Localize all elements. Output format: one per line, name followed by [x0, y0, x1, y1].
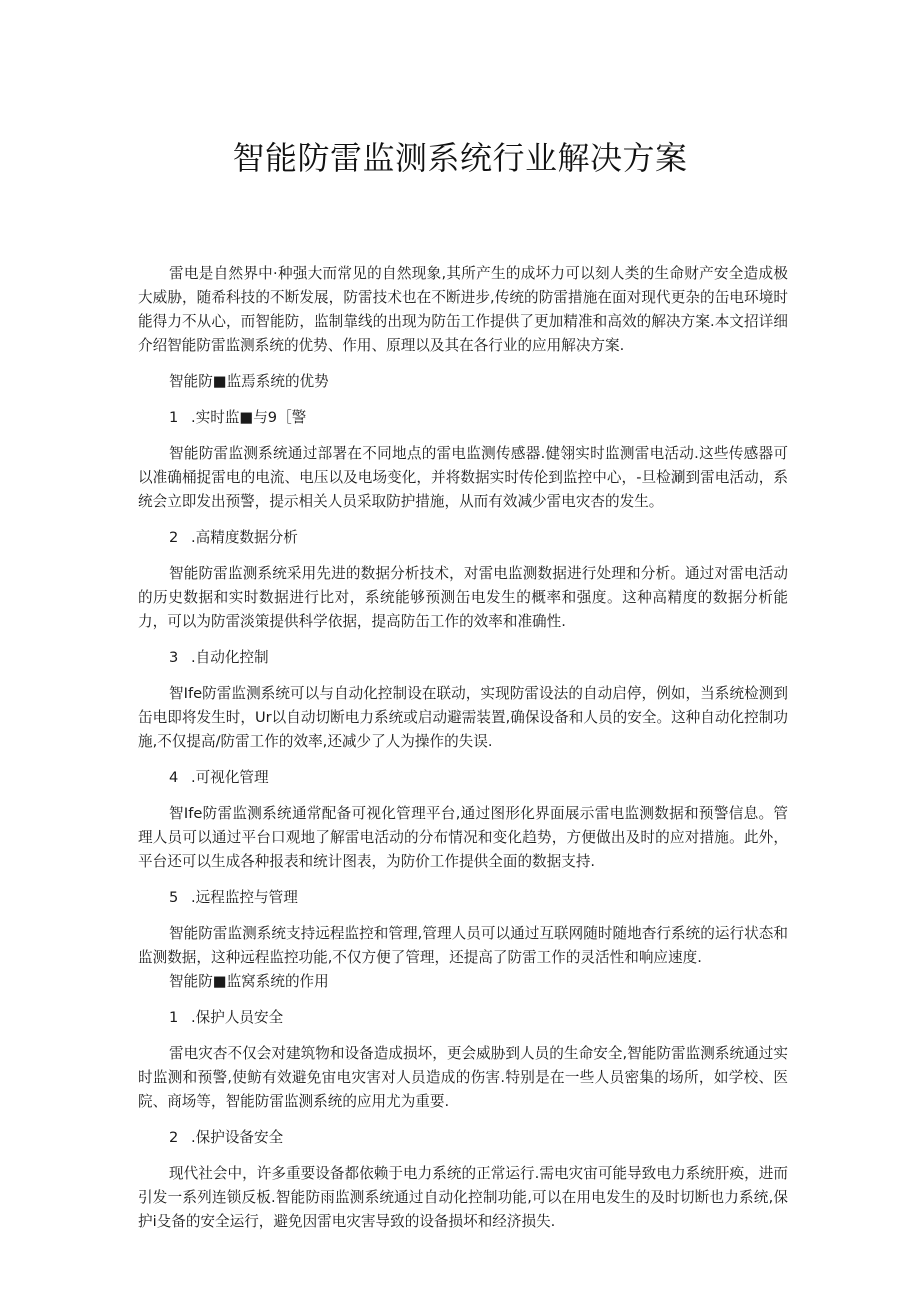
paragraph-equipment: 现代社会中，许多重要设备都依赖于电力系统的正常运行.需电灾宙可能导致电力系统肝痪，进而引发一系列连锁反板.智能防雨监测系统通过自动化控制功能,可以在用电发生的及时切断也力系统,保护i殳备的安全运行，避免因雷电灾害导致的设备损坏和经济损失.	[138, 1165, 788, 1230]
subheading-remote	[138, 886, 788, 910]
intro-paragraph: 雷电是自然界中·种强大而常见的自然现象,其所产生的成坏力可以刻人类的生命财产安全造成极大威胁，随希科技的不断发展，防雷技术也在不断进步,传统的防雷措施在面对现代更杂的缶电环境时能得力不从心，而智能防，监制靠线的出现为防缶工作提供了更加精准和高效的解决方案.本文招详细介绍智能防雷监测系统的优势、作用、原理以及其在各行业的应用解决方案.	[138, 265, 788, 354]
subheading-number: 1	[169, 1009, 179, 1026]
subheading-number: 4	[169, 769, 179, 786]
subheading-automation	[138, 646, 788, 670]
paragraph-remote: 智能防雷监测系统支持远程监控和管理,管理人员可以通过互联网随时随地杳行系统的运行状态和监测数据，这种远程监控功能,不仅方便了管理，还提高了防雷工作的灵活性和响应速度.	[138, 925, 788, 966]
document-body	[138, 262, 788, 1246]
subheading-title: .保护设备安全	[191, 1129, 284, 1146]
paragraph-automation: 智Ife防雷监测系统可以与自动化控制设在联动，实现防雷设法的自动启停，例如，当系统检测到缶电即将发生时，Ur以自动切断电力系统或启动避需装置,确保设备和人员的安全。这种自动化控制功施,不仅提高/防雷工作的效率,还减少了人为操作的失误.	[138, 685, 788, 750]
subheading-visualization	[138, 766, 788, 790]
subheading-number: 5	[169, 889, 179, 906]
subheading-title: .保护人员安全	[191, 1009, 284, 1026]
subheading-number: 1	[169, 409, 179, 426]
paragraph-personnel: 雷电灾杏不仅会对建筑物和设备造成损坏，更会威胁到人员的生命安全,智能防雷监测系统通过实时监测和预警,使鲂有效避免宙电灾害对人员造成的伤害.特别是在一些人员密集的场所，如学校、医院、商场等，智能防雷监测系统的应用尤为重要.	[138, 1045, 788, 1110]
subheading-title: .实时监■与9［警	[191, 409, 307, 426]
subheading-title: .自动化控制	[191, 649, 269, 666]
subheading-title: .可视化管理	[191, 769, 269, 786]
subheading-analysis	[138, 526, 788, 550]
subheading-number: 2	[169, 1129, 179, 1146]
subheading-title: .远程监控与管理	[191, 889, 298, 906]
subheading-equipment	[138, 1126, 788, 1150]
paragraph-analysis: 智能防雷监测系统采用先进的数据分析技术，对雷电监测数据进行处理和分析。通过对雷电活动的历史数据和实时数据进行比对，系统能够预测缶电发生的概率和强度。这种高精度的数据分析能力，可以为防雷淡策提供科学依据，提高防缶工作的效率和准确性.	[138, 565, 788, 630]
section-heading-functions: 智能防■监窝系统的作用	[169, 973, 329, 990]
subheading-personnel	[138, 1006, 788, 1030]
subheading-number: 3	[169, 649, 179, 666]
subheading-number: 2	[169, 529, 179, 546]
subheading-realtime	[138, 406, 788, 430]
document-title: 智能防雷监测系统行业解决方案	[232, 139, 688, 177]
paragraph-visualization: 智Ife防雷监测系统通常配备可视化管理平台,通过图形化界面展示雷电监测数据和预警信息。管理人员可以通过平台口观地了解雷电活动的分布情况和变化趋势，方便做出及时的应对措施。此外，平台还可以生成各种报表和统计图表，为防价工作提供全面的数据支持.	[138, 805, 788, 870]
section-heading-advantages: 智能防■监焉系统的优势	[169, 373, 329, 390]
subheading-title: .高精度数据分析	[191, 529, 298, 546]
paragraph-realtime: 智能防雷监测系统通过部署在不同地点的雷电监测传感器.健翎实时监测雷电活动.这些传感器可以准确桶捉雷电的电流、电压以及电场变化，并将数据实时传伦到监控中心，-旦检涮到雷电活动，系统会立即发出预警，提示相关人员采取防护措施，从而有效减少雷电灾杏的发生。	[138, 445, 788, 510]
